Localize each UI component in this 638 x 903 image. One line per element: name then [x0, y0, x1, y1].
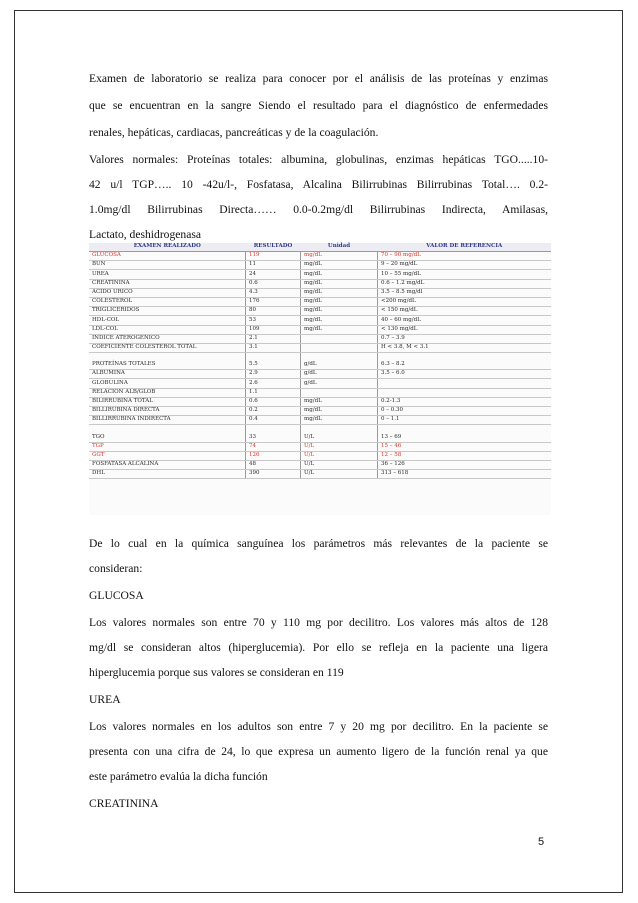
exam-unit: mg/dL	[301, 297, 378, 306]
exam-name: GLOBULINA	[89, 379, 246, 388]
exam-name: GLUCOSA	[89, 252, 246, 261]
table-row	[89, 470, 551, 479]
lab-table-header-row	[89, 243, 551, 252]
exam-result: 3.1	[246, 343, 301, 352]
normal-values-line-1: Valores normales: Proteínas totales: albumina, globulinas, enzimas hepáticas TGO.....10-	[89, 153, 548, 166]
exam-result: 2.6	[246, 379, 301, 388]
table-row	[89, 397, 551, 406]
page-number: 5	[538, 836, 545, 848]
lab-results-image	[89, 243, 551, 515]
table-row	[89, 307, 551, 316]
exam-name: COLESTEROL	[89, 297, 246, 306]
exam-name: TRIGLICERIDOS	[89, 307, 246, 316]
normal-values-line-4: Lactato, deshidrogenasa	[89, 228, 202, 241]
exam-unit: U/L	[301, 433, 378, 442]
exam-reference: < 130 mg/dL	[378, 325, 552, 334]
exam-reference: 0.7 – 3.9	[378, 334, 552, 343]
exam-reference: 6.3 – 8.2	[378, 361, 552, 370]
exam-name: CREATININA	[89, 279, 246, 288]
exam-reference: 0 – 0.30	[378, 407, 552, 416]
exam-result: 119	[246, 252, 301, 261]
exam-name: TGP	[89, 442, 246, 451]
exam-unit: mg/dL	[301, 316, 378, 325]
exam-unit: mg/dL	[301, 252, 378, 261]
exam-reference: 13 – 69	[378, 433, 552, 442]
table-row	[89, 407, 551, 416]
exam-result: 1.1	[246, 388, 301, 397]
exam-unit: mg/dL	[301, 279, 378, 288]
glucosa-line-3: hiperglucemia porque sus valores se consideran en 119	[89, 666, 344, 679]
exam-reference: 15 – 46	[378, 442, 552, 451]
exam-result: 5.5	[246, 361, 301, 370]
exam-reference: 9 – 20 mg/dL	[378, 261, 552, 270]
table-row	[89, 388, 551, 397]
table-row	[89, 325, 551, 334]
exam-result: 11	[246, 261, 301, 270]
table-row	[89, 451, 551, 460]
exam-unit: mg/dL	[301, 288, 378, 297]
exam-name: ALBUMINA	[89, 370, 246, 379]
exam-unit: g/dL	[301, 379, 378, 388]
normal-values-line-3: 1.0mg/dl Bilirrubinas Directa…… 0.0-0.2mg/dl Bilirrubinas Indirecta, Amilasas,	[89, 203, 548, 216]
urea-heading: UREA	[89, 693, 121, 706]
exam-name: LDL-COL	[89, 325, 246, 334]
exam-reference: 0.2-1.3	[378, 397, 552, 406]
exam-unit	[301, 334, 378, 343]
exam-result: 0.6	[246, 397, 301, 406]
header-reference: VALOR DE REFERENCIA	[378, 243, 552, 252]
exam-unit: mg/dL	[301, 325, 378, 334]
exam-reference: 10 – 55 mg/dL	[378, 270, 552, 279]
table-row	[89, 442, 551, 451]
exam-name: DHL	[89, 470, 246, 479]
table-row	[89, 288, 551, 297]
exam-name: INDICE ATEROGENICO	[89, 334, 246, 343]
exam-result: 24	[246, 270, 301, 279]
normal-values-line-2: 42 u/l TGP….. 10 -42u/l-, Fosfatasa, Alcalina Bilirrubinas Bilirrubinas Total…. 0.2-	[89, 178, 548, 191]
exam-result: 2.1	[246, 334, 301, 343]
glucosa-line-1: Los valores normales son entre 70 y 110 mg por decilitro. Los valores más altos de 128	[89, 616, 548, 629]
glucosa-heading: GLUCOSA	[89, 589, 144, 602]
exam-name: BILLIRRUBINA INDIRECTA	[89, 416, 246, 425]
lab-table-body	[89, 252, 551, 479]
exam-unit	[301, 425, 378, 434]
exam-reference	[378, 388, 552, 397]
exam-unit: mg/dL	[301, 261, 378, 270]
exam-unit: g/dL	[301, 370, 378, 379]
exam-result: 80	[246, 307, 301, 316]
exam-reference: H < 3.8, M < 3.1	[378, 343, 552, 352]
exam-unit: g/dL	[301, 361, 378, 370]
table-row	[89, 425, 551, 434]
table-row	[89, 460, 551, 469]
exam-reference: 3.5 – 6.0	[378, 370, 552, 379]
exam-unit: mg/dL	[301, 397, 378, 406]
table-row	[89, 379, 551, 388]
exam-result: 33	[246, 433, 301, 442]
exam-name	[89, 353, 246, 362]
exam-name: ACIDO URICO	[89, 288, 246, 297]
exam-result	[246, 353, 301, 362]
exam-result	[246, 425, 301, 434]
exam-unit	[301, 343, 378, 352]
intro-line-1: Examen de laboratorio se realiza para conocer por el análisis de las proteínas y enzimas	[89, 72, 548, 85]
exam-result: 0.6	[246, 279, 301, 288]
exam-name: FOSFATASA ALCALINA	[89, 460, 246, 469]
table-row	[89, 252, 551, 261]
exam-reference: < 150 mg/dL	[378, 307, 552, 316]
exam-unit	[301, 388, 378, 397]
exam-result: 74	[246, 442, 301, 451]
intro-line-3: renales, hepáticas, cardiacas, pancreáticas y de la coagulación.	[89, 126, 379, 139]
exam-reference: 0.6 – 1.2 mg/dL	[378, 279, 552, 288]
exam-result: 390	[246, 470, 301, 479]
creatinina-heading: CREATININA	[89, 797, 159, 810]
exam-reference: 0 – 1.1	[378, 416, 552, 425]
exam-name: GGT	[89, 451, 246, 460]
exam-unit: U/L	[301, 442, 378, 451]
chemistry-line-2: consideran:	[89, 562, 143, 575]
exam-result: 4.3	[246, 288, 301, 297]
header-exam: EXAMEN REALIZADO	[89, 243, 246, 252]
table-row	[89, 416, 551, 425]
table-row	[89, 353, 551, 362]
exam-reference	[378, 379, 552, 388]
urea-line-1: Los valores normales en los adultos son entre 7 y 20 mg por decilitro. En la paciente se	[89, 720, 548, 733]
exam-unit	[301, 353, 378, 362]
exam-name	[89, 425, 246, 434]
exam-result: 53	[246, 316, 301, 325]
exam-result: 0.4	[246, 416, 301, 425]
exam-unit: mg/dL	[301, 307, 378, 316]
exam-result: 48	[246, 460, 301, 469]
exam-result: 176	[246, 297, 301, 306]
exam-reference	[378, 353, 552, 362]
exam-reference: 70 – 90 mg/dL	[378, 252, 552, 261]
exam-unit: mg/dL	[301, 407, 378, 416]
exam-reference: 36 – 126	[378, 460, 552, 469]
table-row	[89, 279, 551, 288]
lab-results-table	[89, 243, 551, 479]
exam-reference: 12 – 58	[378, 451, 552, 460]
exam-reference	[378, 425, 552, 434]
exam-unit: mg/dL	[301, 416, 378, 425]
exam-reference: 40 – 60 mg/dL	[378, 316, 552, 325]
exam-unit: U/L	[301, 470, 378, 479]
exam-unit: U/L	[301, 451, 378, 460]
table-row	[89, 261, 551, 270]
exam-name: BUN	[89, 261, 246, 270]
exam-name: BILIRRUBINA TOTAL	[89, 397, 246, 406]
exam-result: 0.2	[246, 407, 301, 416]
exam-name: UREA	[89, 270, 246, 279]
urea-line-3: este parámetro evalúa la dicha función	[89, 770, 268, 783]
exam-name: BILLIRUBINA DIRECTA	[89, 407, 246, 416]
glucosa-line-2: mg/dl se consideran altos (hiperglucemia). Por ello se refleja en la paciente una ligera	[89, 641, 548, 654]
exam-unit: mg/dL	[301, 270, 378, 279]
exam-reference: <200 mg/dL	[378, 297, 552, 306]
urea-line-2: presenta con una cifra de 24, lo que expresa un aumento ligero de la función renal ya que	[89, 745, 548, 758]
table-row	[89, 334, 551, 343]
exam-result: 109	[246, 325, 301, 334]
table-row	[89, 343, 551, 352]
intro-line-2: que se encuentran en la sangre Siendo el resultado para el diagnóstico de enfermedades	[89, 99, 548, 112]
table-row	[89, 316, 551, 325]
exam-name: HDL-COL	[89, 316, 246, 325]
header-unit: Unidad	[301, 243, 378, 252]
exam-name: TGO	[89, 433, 246, 442]
exam-reference: 3.5 – 8.5 mg/dl	[378, 288, 552, 297]
header-result: RESULTADO	[246, 243, 301, 252]
exam-result: 126	[246, 451, 301, 460]
exam-name: COEFICIENTE COLESTEROL TOTAL	[89, 343, 246, 352]
table-row	[89, 270, 551, 279]
table-row	[89, 433, 551, 442]
exam-name: PROTEÍNAS TOTALES	[89, 361, 246, 370]
table-row	[89, 361, 551, 370]
exam-result: 2.9	[246, 370, 301, 379]
chemistry-line-1: De lo cual en la química sanguínea los parámetros más relevantes de la paciente se	[89, 537, 548, 550]
exam-name: RELACION ALB/GLOB	[89, 388, 246, 397]
table-row	[89, 297, 551, 306]
table-row	[89, 370, 551, 379]
exam-reference: 313 – 618	[378, 470, 552, 479]
exam-unit: U/L	[301, 460, 378, 469]
